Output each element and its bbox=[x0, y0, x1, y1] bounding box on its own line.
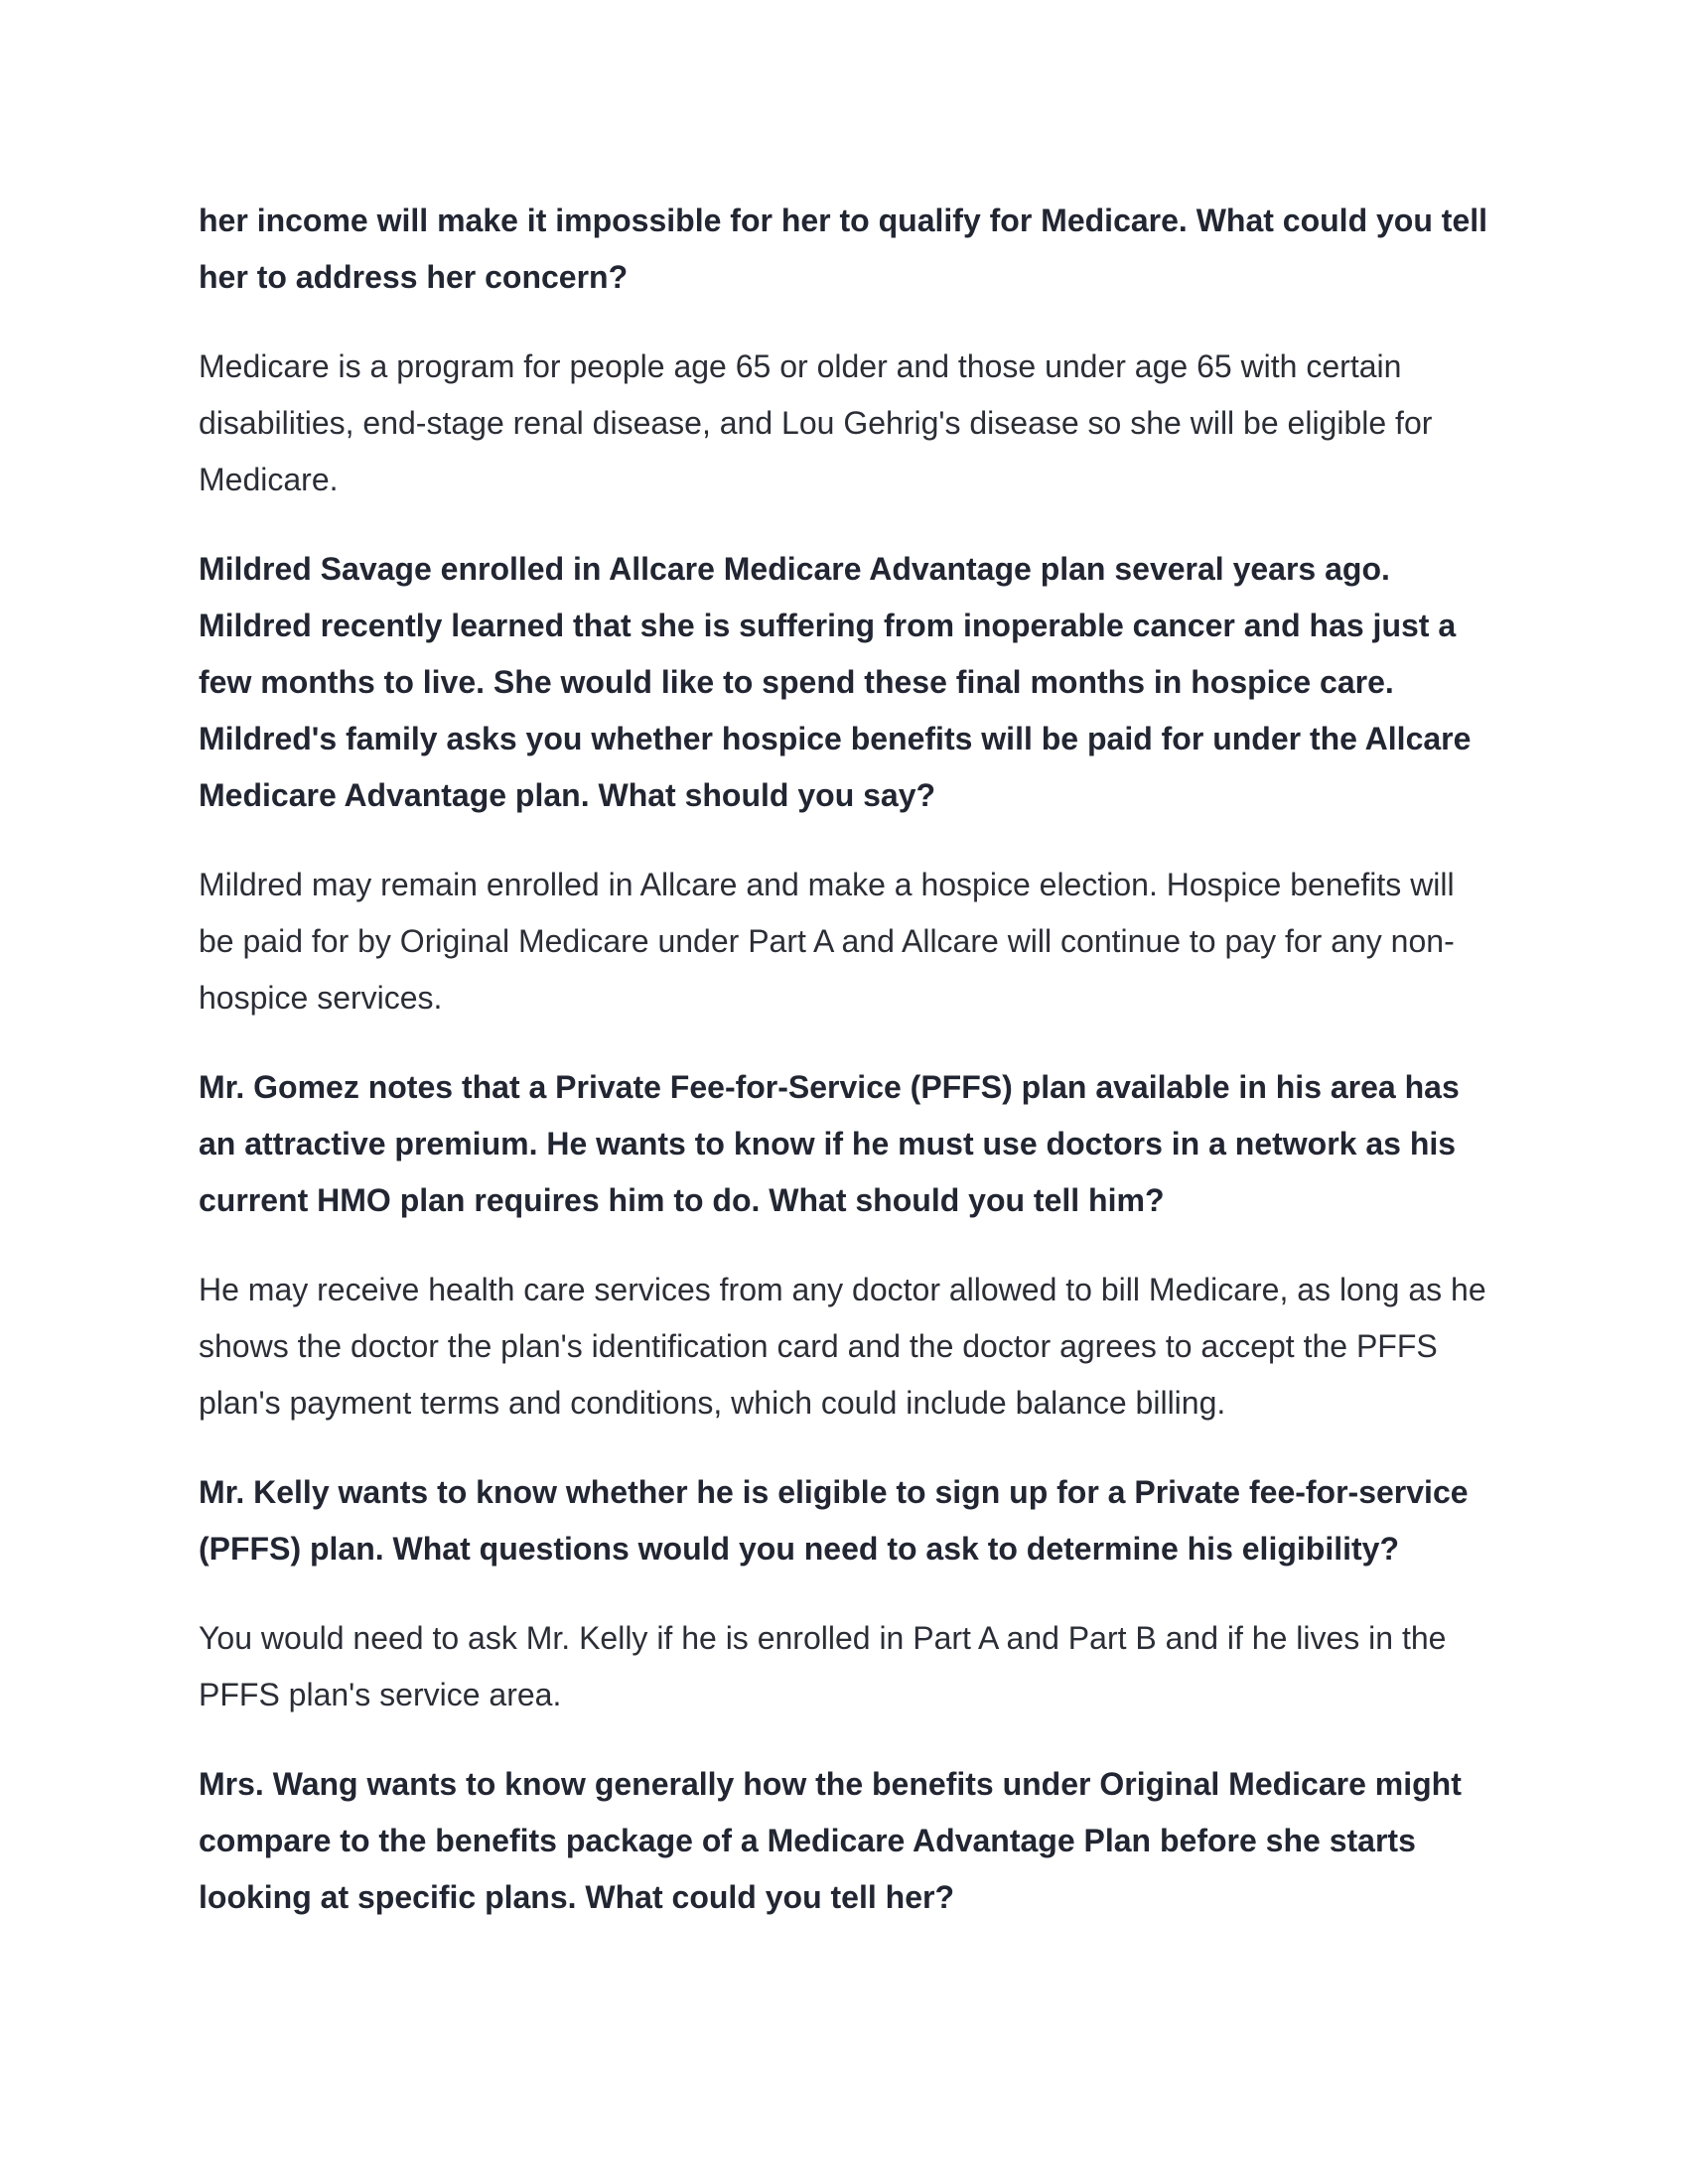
question-benefits-comparison: Mrs. Wang wants to know generally how the benefits under Original Medicare might compare to the benefits package of a Medicare Advantage Plan before she starts looking at specific plans. What could you tell her? bbox=[199, 1766, 1462, 1915]
document-content bbox=[199, 193, 1489, 1959]
answer-medicare-eligibility: Medicare is a program for people age 65 or older and those under age 65 with certain disabilities, end-stage renal disease, and Lou Gehrig's disease so she will be eligible for Medicare. bbox=[199, 348, 1433, 497]
question-pffs-eligibility: Mr. Kelly wants to know whether he is eligible to sign up for a Private fee-for-service (PFFS) plan. What questions would you need to ask to determine his eligibility? bbox=[199, 1474, 1469, 1567]
answer-hospice-benefits: Mildred may remain enrolled in Allcare and make a hospice election. Hospice benefits will be paid for by Original Medicare under Part A and Allcare will continue to pay for any non-hospice services. bbox=[199, 867, 1455, 1016]
answer-pffs-network: He may receive health care services from any doctor allowed to bill Medicare, as long as he shows the doctor the plan's identification card and the doctor agrees to accept the PFFS plan's payment terms and conditions, which could include balance billing. bbox=[199, 1272, 1486, 1421]
question-hospice-benefits: Mildred Savage enrolled in Allcare Medicare Advantage plan several years ago. Mildred recently learned that she is suffering from inoperable cancer and has just a few months to live. She would like to spend these final months in hospice care. Mildred's family asks you whether hospice benefits will be paid for under the Allcare Medicare Advantage plan. What should you say? bbox=[199, 551, 1472, 813]
answer-pffs-eligibility: You would need to ask Mr. Kelly if he is enrolled in Part A and Part B and if he lives in the PFFS plan's service area. bbox=[199, 1620, 1447, 1712]
question-income-qualify: her income will make it impossible for her to qualify for Medicare. What could you tell her to address her concern? bbox=[199, 203, 1488, 295]
question-pffs-network: Mr. Gomez notes that a Private Fee-for-Service (PFFS) plan available in his area has an attractive premium. He wants to know if he must use doctors in a network as his current HMO plan requires him to do. What should you tell him? bbox=[199, 1069, 1460, 1218]
